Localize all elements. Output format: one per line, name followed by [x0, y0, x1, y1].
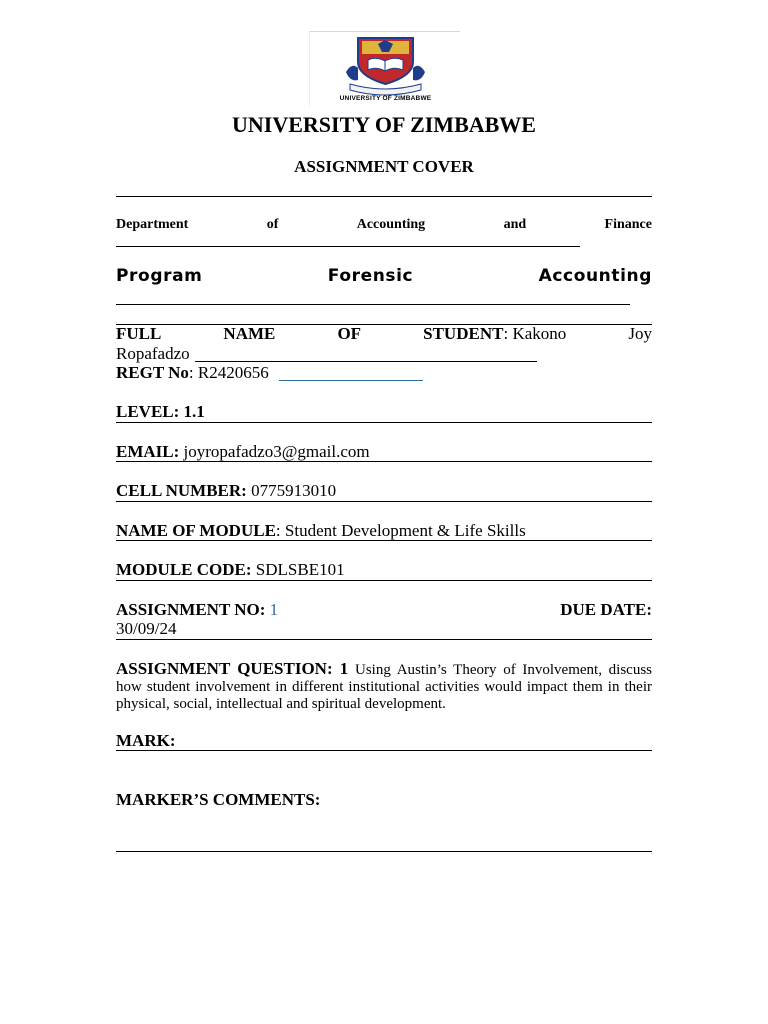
department-word: of [266, 217, 279, 232]
regt-label: REGT No [116, 363, 189, 382]
module-code-label: MODULE CODE: [116, 560, 252, 579]
assignment-row [116, 600, 652, 620]
divider [116, 461, 652, 462]
page-title: ASSIGNMENT COVER [294, 157, 474, 176]
email-value: joyropafadzo3@gmail.com [183, 442, 370, 461]
email-row [116, 442, 652, 462]
regt-row: REGT No: R2420656 [116, 363, 269, 382]
program-row [116, 266, 652, 286]
divider [116, 851, 652, 852]
due-date-value: 30/09/24 [116, 619, 177, 638]
student-first-name: Kakono [512, 324, 567, 343]
department-word: and [503, 217, 527, 232]
module-name-value: Student Development & Life Skills [284, 521, 526, 540]
level-label: LEVEL: 1.1 [116, 402, 205, 421]
divider [116, 750, 652, 751]
email-label: EMAIL: [116, 442, 180, 461]
regt-value: R2420656 [197, 363, 269, 382]
program-word: Program [116, 266, 203, 286]
question-text: Using Austin’s Theory of Involvement, discuss how student involvement in different institutional activities would impact them in their physical, social, intellectual and spiritual development. [116, 662, 652, 712]
regt-underline [279, 380, 423, 381]
question-label: ASSIGNMENT QUESTION: 1 [116, 659, 349, 678]
divider [116, 246, 580, 247]
department-row [116, 217, 652, 233]
divider [116, 196, 652, 197]
cell-label: CELL NUMBER: [116, 481, 247, 500]
logo-caption: UNIVERSITY OF ZIMBABWE [339, 95, 432, 102]
student-name-row: FULL NAME OF STUDENT: Kakono Joy [116, 324, 652, 343]
student-middle-name: Joy [628, 324, 652, 343]
student-label-word: FULL [116, 324, 162, 343]
university-name: UNIVERSITY OF ZIMBABWE [232, 112, 536, 137]
divider [195, 361, 537, 362]
program-word: Accounting [538, 266, 652, 286]
divider [116, 304, 630, 305]
program-word: Forensic [327, 266, 414, 286]
student-label-word: NAME [223, 324, 276, 343]
divider [116, 501, 652, 502]
cell-value: 0775913010 [251, 481, 337, 500]
module-code-row [116, 560, 652, 580]
divider [116, 540, 652, 541]
department-word: Department [116, 217, 189, 232]
divider [116, 422, 652, 423]
assignment-question [116, 660, 652, 713]
student-surname: Ropafadzo [116, 344, 190, 363]
marker-comments-label: MARKER’S COMMENTS: [116, 790, 321, 809]
student-label: STUDENT [423, 324, 504, 343]
mark-label: MARK: [116, 731, 176, 750]
divider [116, 580, 652, 581]
university-logo [309, 31, 460, 106]
module-name-label: NAME OF MODULE [116, 521, 276, 540]
divider [116, 639, 652, 640]
department-word: Finance [604, 217, 652, 232]
module-name-row: NAME OF MODULE: Student Development & Life Skills [116, 521, 526, 540]
due-date-label: DUE DATE: [560, 600, 652, 619]
module-code-value: SDLSBE101 [255, 560, 345, 579]
student-label-word: OF [337, 324, 362, 343]
department-word: Accounting [356, 217, 426, 232]
assignment-no-value: 1 [269, 600, 279, 619]
assignment-no-label: ASSIGNMENT NO: [116, 600, 266, 619]
cell-row [116, 481, 652, 501]
